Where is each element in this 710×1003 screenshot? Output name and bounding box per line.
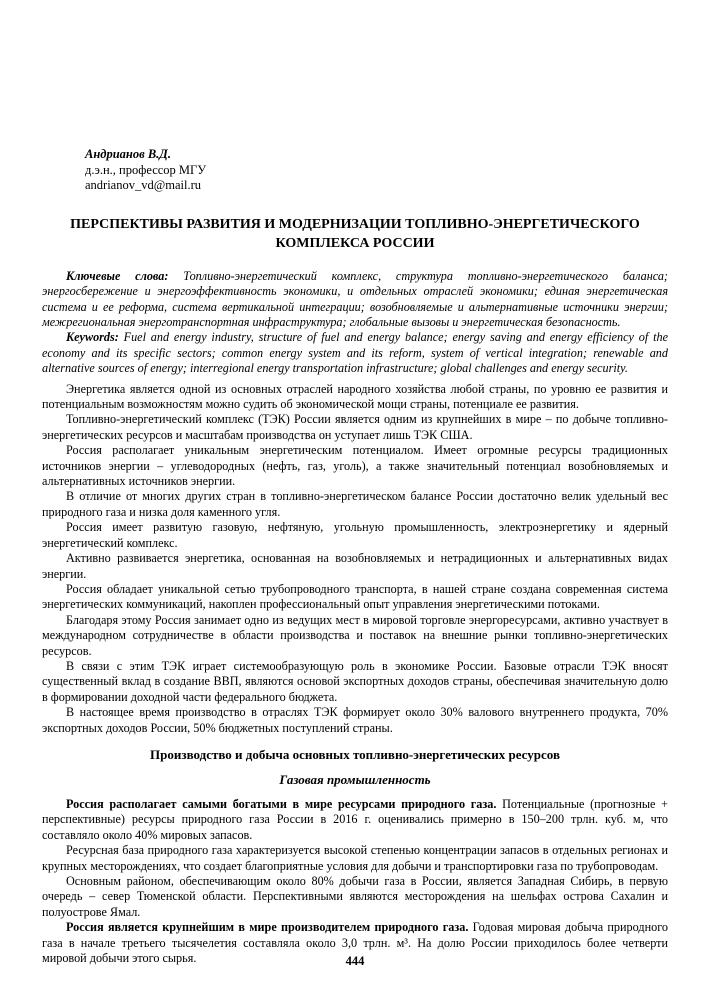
keywords-en-label: Keywords: (66, 330, 119, 345)
paragraph: Ресурсная база природного газа характеризуется высокой степенью концентрации запасов в отдельных регионах и крупных месторождениях, что создает благоприятные условия для добычи и транспортировки газа по трубопроводам. (42, 843, 668, 873)
paragraph: Благодаря этому Россия занимает одно из ведущих мест в мировой торговле энергоресурсами, активно участвует в международном сотрудничестве в области производства и поставок на внешние рынки топливно-энергетических ресурсов. (42, 612, 668, 658)
keywords-en-text: Fuel and energy industry, structure of fuel and energy balance; energy saving and energy efficiency of the economy and its specific sectors; common energy system and its reform, system of vertical integration; renewable and alternative sources of energy; interregional energy transportation infrastructure; global challenges and energy security. (42, 330, 668, 376)
article-title: ПЕРСПЕКТИВЫ РАЗВИТИЯ И МОДЕРНИЗАЦИИ ТОПЛИВНО-ЭНЕРГЕТИЧЕСКОГО КОМПЛЕКСА РОССИИ (70, 216, 640, 251)
paragraph: Топливно-энергетический комплекс (ТЭК) России является одним из крупнейших в мире – по добыче топливно-энергетических ресурсов и масштабам производства он уступает лишь ТЭК США. (42, 412, 668, 442)
paragraph-text: Потенциальные (прогнозные + перспективные) ресурсы природного газа России в 2016 г. оценивались примерно в 150–200 трлн. куб. м, что составляло около 40% мировых запасов. (42, 796, 668, 842)
keywords-en (42, 330, 668, 376)
paragraph (42, 797, 668, 843)
paragraph: В связи с этим ТЭК играет системообразующую роль в экономике России. Базовые отрасли ТЭК вносят существенный вклад в создание ВВП, являются основой экспортных доходов страны, обеспечивая значительную долю в формировании доходной части федерального бюджета. (42, 658, 668, 704)
author-degree: д.э.н., профессор МГУ (85, 162, 207, 177)
paragraph: Активно развивается энергетика, основанная на возобновляемых и нетрадиционных и альтернативных видах энергии. (42, 551, 668, 581)
author-name: Андрианов В.Д. (85, 147, 171, 161)
paragraph-text: Годовая мировая добыча природного газа в начале третьего тысячелетия составляла около 3,0 трлн. м³. На долю России приходилось более четверти мировой добычи этого сырья. (42, 920, 668, 966)
paragraph-lead: Россия располагает самыми богатыми в мире ресурсами природного газа. (66, 796, 497, 811)
gas-section (42, 797, 668, 966)
page-number: 444 (345, 954, 365, 968)
paragraph: Россия имеет развитую газовую, нефтяную, угольную промышленность, электроэнергетику и ядерный энергетический комплекс. (42, 520, 668, 550)
subsection-heading-gas: Газовая промышленность (279, 771, 431, 787)
author-block (85, 147, 668, 194)
paragraph: Основным районом, обеспечивающим около 80% добычи газа в России, является Западная Сибирь, в первую очередь – север Тюменской области. Перспективными являются месторождения на шельфах острова Сахалин и полуострове Ямал. (42, 874, 668, 919)
keywords-block (42, 269, 668, 377)
paragraph: В настоящее время производство в отраслях ТЭК формирует около 30% валового внутреннего продукта, 70% экспортных доходов России, 50% бюджетных поступлений страны. (42, 705, 668, 735)
intro-section (42, 382, 668, 736)
keywords-ru (42, 269, 668, 331)
author-email: andrianov_vd@mail.ru (85, 178, 201, 193)
keywords-ru-label: Ключевые слова: (66, 268, 169, 283)
paragraph: Энергетика является одной из основных отраслей народного хозяйства любой страны, по уровню ее развития и потенциальным возможностям можно судить об экономической мощи страны, потенциале ее развития. (42, 381, 668, 412)
paragraph: В отличие от многих других стран в топливно-энергетическом балансе России достаточно велик удельный вес природного газа и низка доля каменного угля. (42, 489, 668, 519)
paragraph: Россия обладает уникальной сетью трубопроводного транспорта, в нашей стране создана современная система энергетических коммуникаций, накоплен профессиональный опыт управления энергетическими потоками. (42, 581, 668, 612)
paragraph: Россия располагает уникальным энергетическим потенциалом. Имеет огромные ресурсы традиционных источников энергии – углеводородных (нефть, газ, уголь), а также значительный потенциал возобновляемых и альтернативных источников энергии. (42, 443, 668, 489)
paragraph-lead: Россия является крупнейшим в мире производителем природного газа. (66, 920, 469, 935)
section-heading-production: Производство и добыча основных топливно-энергетических ресурсов (150, 746, 560, 762)
keywords-ru-text: Топливно-энергетический комплекс, структура топливно-энергетического баланса; энергосбережение и энергоэффективность экономики, и отдельных отраслей экономики; единая энергетическая система и ее реформа, система вертикальной интеграции; возобновляемые и альтернативные источники энергии; межрегиональная энерготранспортная инфраструктура; глобальные вызовы и энергетическая безопасность. (42, 268, 668, 329)
